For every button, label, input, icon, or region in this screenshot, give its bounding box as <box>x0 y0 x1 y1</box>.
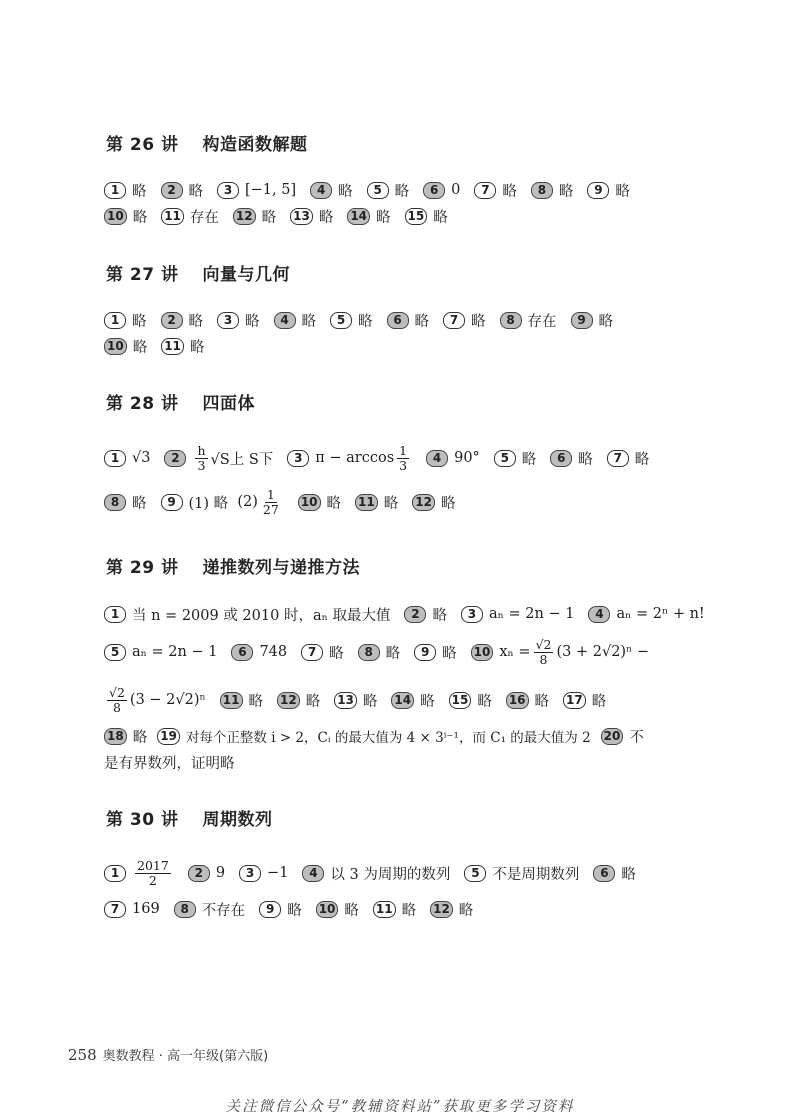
denominator: 8 <box>539 651 548 667</box>
numerator: 2017 <box>137 858 169 874</box>
answer-text: 略 <box>305 693 321 710</box>
answer-line <box>104 307 690 333</box>
answer-item <box>461 606 574 623</box>
answer-item <box>188 865 225 882</box>
answer-text: 略 <box>188 313 203 330</box>
answer-item <box>104 206 147 227</box>
section-title-27 <box>106 260 290 285</box>
answer-item <box>220 690 263 711</box>
answer-text: 略 <box>301 313 316 330</box>
answer-text: 略 <box>394 183 410 200</box>
answer-item <box>387 310 430 331</box>
answer-text: 略 <box>132 209 148 226</box>
question-number: 8 <box>531 182 553 199</box>
answer-item <box>464 863 579 884</box>
answer-line <box>104 438 690 478</box>
answer-text: (1) 略 <box>188 495 229 512</box>
section-title-29 <box>106 553 360 578</box>
answer-item <box>290 206 333 227</box>
question-number: 10 <box>298 494 321 511</box>
question-number: 19 <box>157 728 180 745</box>
question-number: 13 <box>334 692 357 709</box>
answer-item <box>587 180 630 201</box>
question-number: 14 <box>347 208 370 225</box>
question-number: 15 <box>449 692 472 709</box>
answer-text: 略 <box>401 902 417 919</box>
answer-item <box>358 642 401 663</box>
answer-item <box>259 899 302 920</box>
answer-text: 略 <box>558 183 574 200</box>
answer-item <box>104 180 147 201</box>
answer-item <box>316 899 359 920</box>
answer-text: 略 <box>578 451 593 468</box>
question-number: 3 <box>217 182 239 199</box>
denominator: 27 <box>262 501 279 517</box>
answer-item <box>302 863 450 884</box>
answer-item <box>330 310 373 331</box>
answer-text: 略 <box>598 313 613 330</box>
page-number: 258 <box>68 1046 97 1064</box>
question-number: 11 <box>373 901 396 918</box>
answer-item <box>471 638 649 665</box>
question-number: 3 <box>239 865 261 882</box>
question-number: 4 <box>274 312 296 329</box>
question-number: 9 <box>414 644 436 661</box>
question-number: 3 <box>287 450 309 467</box>
answer-text: aₙ = 2ⁿ + n! <box>616 606 705 622</box>
section-name: 递推数列与递推方法 <box>202 558 360 578</box>
answer-text: 不是周期数列 <box>492 866 580 883</box>
numerator: √2 <box>109 685 125 701</box>
answer-text: 略 <box>621 866 636 883</box>
answer-item <box>412 492 455 513</box>
question-number: 13 <box>290 208 313 225</box>
answer-text: 略 <box>471 313 486 330</box>
page-footer <box>68 1045 268 1064</box>
answer-item <box>104 726 147 747</box>
fraction <box>135 859 171 886</box>
question-number: 3 <box>461 606 483 623</box>
answer-item <box>571 310 614 331</box>
answer-line <box>104 601 705 627</box>
answer-line <box>104 723 690 749</box>
answer-line <box>104 632 690 672</box>
answer-item <box>404 604 447 625</box>
answer-item <box>443 310 486 331</box>
question-number: 1 <box>104 865 126 882</box>
fraction <box>107 686 127 713</box>
answer-text: 略 <box>287 902 302 919</box>
question-number: 8 <box>104 494 126 511</box>
answer-item <box>367 180 410 201</box>
section-name: 周期数列 <box>202 810 273 830</box>
question-number: 1 <box>104 606 126 623</box>
answer-text: 略 <box>420 693 435 710</box>
answer-text: 不 <box>629 729 644 746</box>
answer-text: 略 <box>502 183 517 200</box>
answer-text: 略 <box>433 209 448 226</box>
fraction <box>534 638 554 665</box>
answer-line <box>104 896 690 922</box>
answer-item <box>104 492 147 513</box>
question-number: 12 <box>277 692 300 709</box>
section-number: 第 27 讲 <box>106 265 179 285</box>
question-number: 5 <box>330 312 352 329</box>
answer-item <box>601 726 644 747</box>
numerator: h <box>197 443 206 459</box>
question-number: 6 <box>231 644 253 661</box>
answer-text: 略 <box>132 729 148 746</box>
answer-text: 略 <box>442 645 457 662</box>
answer-item <box>347 206 390 227</box>
answer-item <box>104 901 160 918</box>
section-title-30 <box>106 805 273 830</box>
answer-item <box>161 180 204 201</box>
section-number: 第 30 讲 <box>106 810 179 830</box>
answer-item <box>301 642 344 663</box>
answer-text: 略 <box>188 183 203 200</box>
question-number: 6 <box>387 312 409 329</box>
answer-item <box>607 448 650 469</box>
answer-text: 略 <box>534 693 550 710</box>
question-number: 5 <box>104 644 126 661</box>
question-number: 9 <box>161 494 183 511</box>
answer-text: 略 <box>376 209 391 226</box>
answer-item <box>474 180 517 201</box>
answer-item <box>217 310 260 331</box>
answer-text: 略 <box>440 495 456 512</box>
answer-line <box>104 853 690 893</box>
answer-item <box>593 863 636 884</box>
question-number: 9 <box>571 312 593 329</box>
answer-item <box>430 899 473 920</box>
denominator: 8 <box>112 699 121 715</box>
answer-text: 略 <box>432 607 447 624</box>
answer-item <box>161 310 204 331</box>
answer-line <box>104 203 690 229</box>
answer-text: 略 <box>344 902 359 919</box>
answer-item <box>157 726 590 746</box>
answer-text: 不存在 <box>201 902 246 919</box>
question-number: 10 <box>104 338 127 355</box>
question-number: 18 <box>104 728 127 745</box>
answer-text: 略 <box>132 339 148 356</box>
answer-text: 90° <box>454 450 480 466</box>
answer-text: 略 <box>477 693 492 710</box>
answer-item <box>104 336 147 357</box>
question-number: 1 <box>104 312 126 329</box>
question-number: 6 <box>593 865 615 882</box>
answer-text: 9 <box>215 865 226 881</box>
answer-item <box>104 450 150 467</box>
question-number: 10 <box>104 208 127 225</box>
question-number: 5 <box>367 182 389 199</box>
question-number: 16 <box>506 692 529 709</box>
watermark-text: 关注微信公众号“教辅资料站”获取更多学习资料 <box>225 1099 575 1115</box>
answer-line <box>104 680 690 720</box>
answer-line <box>104 177 690 203</box>
question-number: 20 <box>601 728 624 745</box>
answer-text: 略 <box>261 209 277 226</box>
answer-text: 0 <box>451 182 461 198</box>
answer-item <box>500 310 557 331</box>
answer-text: 当 n = 2009 或 2010 时，aₙ 取最大值 <box>132 607 391 624</box>
answer-item <box>310 180 353 201</box>
answer-continuation <box>104 686 206 713</box>
answer-item <box>174 899 246 920</box>
answer-line <box>104 749 690 775</box>
answer-item <box>550 448 593 469</box>
answer-text: 以 3 为周期的数列 <box>330 866 451 883</box>
question-number: 2 <box>161 312 183 329</box>
answer-text: 略 <box>132 313 147 330</box>
answer-text: 169 <box>132 901 160 917</box>
answer-item <box>426 450 480 467</box>
question-number: 2 <box>164 450 186 467</box>
answer-text: 略 <box>385 645 401 662</box>
question-number: 6 <box>423 182 445 199</box>
answer-text: 略 <box>329 645 344 662</box>
answer-text: 略 <box>132 495 147 512</box>
question-number: 6 <box>550 450 572 467</box>
answer-text: 略 <box>318 209 334 226</box>
answer-text: 748 <box>259 644 288 660</box>
section-name: 向量与几何 <box>202 265 290 285</box>
answer-item <box>104 310 147 331</box>
answer-text: 略 <box>248 693 263 710</box>
fraction <box>397 444 409 471</box>
question-number: 7 <box>607 450 629 467</box>
answer-text: 略 <box>362 693 378 710</box>
denominator: 2 <box>148 872 157 888</box>
denominator: 3 <box>197 457 206 473</box>
section-name: 构造函数解题 <box>202 135 308 155</box>
section-title-28 <box>106 389 255 414</box>
answer-item <box>287 444 412 471</box>
question-number: 5 <box>464 865 486 882</box>
answer-item <box>391 690 434 711</box>
answer-text: −1 <box>267 865 289 881</box>
question-number: 12 <box>430 901 453 918</box>
answer-item <box>506 690 549 711</box>
answer-item <box>423 182 460 199</box>
question-number: 9 <box>259 901 281 918</box>
answer-text: 存在 <box>527 313 557 330</box>
answer-text: 略 <box>358 313 373 330</box>
answer-item <box>274 310 317 331</box>
answer-text: 存在 <box>189 209 219 226</box>
answer-text: 略 <box>414 313 429 330</box>
answer-text: 略 <box>189 339 205 356</box>
fraction <box>195 444 207 471</box>
answer-item <box>449 690 492 711</box>
question-number: 9 <box>587 182 609 199</box>
question-number: 3 <box>217 312 239 329</box>
answer-item <box>161 336 204 357</box>
answer-text: (3 + 2√2)ⁿ − <box>556 644 650 660</box>
answer-item <box>161 206 219 227</box>
answer-text: 略 <box>615 183 630 200</box>
question-number: 11 <box>161 338 184 355</box>
question-number: 7 <box>443 312 465 329</box>
question-number: 2 <box>161 182 183 199</box>
question-number: 2 <box>404 606 426 623</box>
answer-item <box>104 604 390 625</box>
answer-text: 略 <box>245 313 260 330</box>
answer-item <box>405 206 448 227</box>
answer-text: 略 <box>338 183 353 200</box>
answer-text: π − arccos <box>315 450 395 466</box>
answer-item <box>161 488 284 515</box>
answer-item <box>355 492 398 513</box>
question-number: 10 <box>471 644 494 661</box>
answer-item <box>164 444 273 471</box>
answer-item <box>373 899 416 920</box>
numerator: 1 <box>266 487 275 503</box>
question-number: 4 <box>310 182 332 199</box>
answer-item <box>233 206 276 227</box>
answer-text: √S上 S下 <box>210 451 274 468</box>
answer-item <box>414 642 457 663</box>
question-number: 5 <box>494 450 516 467</box>
answer-item <box>239 865 288 882</box>
question-number: 1 <box>104 182 126 199</box>
question-number: 7 <box>104 901 126 918</box>
answer-item <box>494 448 537 469</box>
question-number: 11 <box>161 208 184 225</box>
answer-line <box>104 333 690 359</box>
book-title: 奥数教程 · 高一年级(第六版) <box>102 1049 269 1064</box>
question-number: 15 <box>405 208 428 225</box>
section-number: 第 28 讲 <box>106 394 179 414</box>
section-number: 第 26 讲 <box>106 135 179 155</box>
answer-text: 略 <box>634 451 650 468</box>
answer-text: 略 <box>383 495 399 512</box>
answer-item <box>104 644 217 661</box>
answer-text: 略 <box>326 495 342 512</box>
answer-text: aₙ = 2n − 1 <box>132 644 218 660</box>
fraction <box>261 488 281 515</box>
answer-line <box>104 482 690 522</box>
question-number: 7 <box>301 644 323 661</box>
question-number: 17 <box>563 692 586 709</box>
question-number: 8 <box>500 312 522 329</box>
question-number: 10 <box>316 901 339 918</box>
answer-text: 略 <box>521 451 537 468</box>
question-number: 4 <box>302 865 324 882</box>
answer-text: 是有界数列，证明略 <box>104 755 235 772</box>
question-number: 4 <box>588 606 610 623</box>
question-number: 7 <box>474 182 496 199</box>
question-number: 4 <box>426 450 448 467</box>
answer-item <box>334 690 377 711</box>
answer-item <box>231 644 287 661</box>
answer-text: 略 <box>458 902 474 919</box>
answer-item <box>104 859 174 886</box>
section-number: 第 29 讲 <box>106 558 179 578</box>
numerator: 1 <box>399 443 408 459</box>
question-number: 14 <box>391 692 414 709</box>
question-number: 12 <box>233 208 256 225</box>
section-title-26 <box>106 130 308 155</box>
answer-text: 略 <box>591 693 607 710</box>
answer-text: 对每个正整数 i > 2，Cᵢ 的最大值为 4 × 3ⁱ⁻¹，而 C₁ 的最大值为 2 <box>185 730 591 746</box>
answer-text: 略 <box>132 183 147 200</box>
answer-text: (3 − 2√2)ⁿ <box>129 692 206 708</box>
question-number: 11 <box>355 494 378 511</box>
question-number: 2 <box>188 865 210 882</box>
question-number: 8 <box>358 644 380 661</box>
question-number: 8 <box>174 901 196 918</box>
answer-text: aₙ = 2n − 1 <box>488 606 575 622</box>
answer-item <box>563 690 606 711</box>
answer-item <box>217 182 296 199</box>
denominator: 3 <box>399 457 408 473</box>
section-name: 四面体 <box>202 394 255 414</box>
question-number: 1 <box>104 450 126 467</box>
answer-item <box>277 690 320 711</box>
answer-item <box>531 180 574 201</box>
answer-item <box>298 492 341 513</box>
answer-text: √3 <box>132 450 151 466</box>
answer-item <box>588 606 704 623</box>
question-number: 11 <box>220 692 243 709</box>
answer-text: xₙ = <box>499 644 531 660</box>
numerator: √2 <box>535 637 552 653</box>
answer-text: (2) <box>237 494 258 510</box>
question-number: 12 <box>412 494 435 511</box>
answer-text: [−1, 5] <box>245 182 297 198</box>
